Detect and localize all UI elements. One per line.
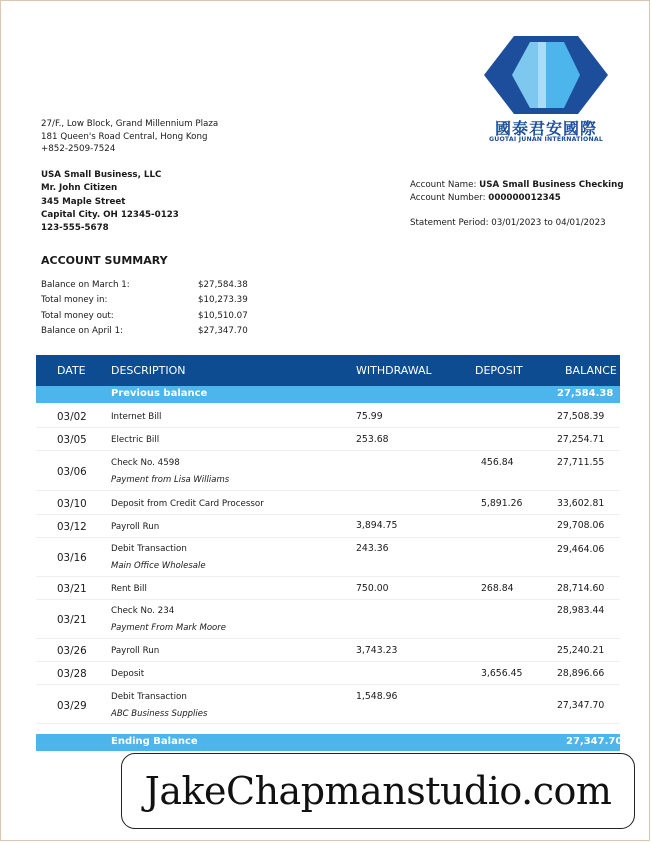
- customer-name: Mr. John Citizen: [41, 183, 118, 194]
- row-description: Debit Transaction: [111, 544, 187, 554]
- customer-company: USA Small Business, LLC: [41, 170, 162, 180]
- row-divider: [36, 723, 620, 724]
- row-description: Debit Transaction: [111, 692, 187, 702]
- row-divider: [36, 684, 620, 685]
- summary-row: Total money out: $10,510.07: [41, 310, 248, 321]
- row-balance: 29,464.06: [557, 544, 605, 555]
- row-sub-description: Main Office Wholesale: [111, 561, 206, 571]
- row-sub-description: ABC Business Supplies: [111, 709, 208, 719]
- row-divider: [36, 514, 620, 515]
- row-withdrawal: 243.36: [356, 543, 389, 554]
- row-balance: 25,240.21: [557, 645, 605, 656]
- row-deposit: 3,656.45: [481, 668, 523, 679]
- account-number: Account Number: 000000012345: [410, 192, 561, 203]
- row-withdrawal: 3,894.75: [356, 520, 398, 531]
- row-description: Deposit: [111, 669, 145, 679]
- summary-row: Balance on March 1: $27,584.38: [41, 280, 248, 290]
- summary-row: Balance on April 1: $27,347.70: [41, 325, 248, 336]
- previous-balance-label: Previous balance: [111, 388, 208, 399]
- row-date: 03/29: [57, 700, 87, 712]
- header-description: DESCRIPTION: [111, 364, 186, 377]
- row-balance: 27,508.39: [557, 411, 605, 422]
- row-date: 03/16: [57, 552, 87, 564]
- ending-balance-value: 27,347.70: [566, 736, 623, 747]
- previous-balance-value: 27,584.38: [557, 388, 614, 399]
- account-summary: [41, 280, 278, 341]
- header-balance: BALANCE: [565, 364, 617, 377]
- header-date: DATE: [57, 364, 86, 377]
- row-description: Check No. 4598: [111, 458, 180, 468]
- row-balance: 29,708.06: [557, 520, 605, 531]
- logo-english-name: GUOTAI JUNAN INTERNATIONAL: [488, 136, 604, 143]
- customer-city: Capital City. OH 12345-0123: [41, 209, 179, 220]
- ending-balance-row: [36, 734, 623, 751]
- row-date: 03/21: [57, 614, 87, 626]
- row-balance: 27,711.55: [557, 457, 605, 468]
- row-withdrawal: 75.99: [356, 411, 383, 422]
- bank-phone: +852-2509-7524: [41, 144, 116, 154]
- row-sub-description: Payment from Lisa Williams: [111, 475, 230, 485]
- bank-address-line: 181 Queen's Road Central, Hong Kong: [41, 131, 208, 142]
- row-divider: [36, 427, 620, 428]
- bank-address-line: 27/F., Low Block, Grand Millennium Plaza: [41, 119, 219, 129]
- row-description: Electric Bill: [111, 435, 160, 445]
- row-date: 03/21: [57, 583, 87, 595]
- ending-balance-label: Ending Balance: [111, 736, 198, 747]
- row-divider: [36, 599, 620, 600]
- customer-phone: 123-555-5678: [41, 223, 109, 234]
- bank-logo: [478, 36, 616, 146]
- row-description: Rent Bill: [111, 584, 147, 594]
- row-date: 03/28: [57, 668, 87, 680]
- customer-street: 345 Maple Street: [41, 196, 126, 207]
- row-divider: [36, 490, 620, 491]
- row-date: 03/26: [57, 645, 87, 657]
- row-description: Payroll Run: [111, 646, 160, 656]
- statement-period: Statement Period: 03/01/2023 to 04/01/2023: [410, 218, 606, 228]
- row-balance: 28,896.66: [557, 668, 605, 679]
- previous-balance-row: [36, 386, 620, 403]
- bank-address: [41, 118, 218, 156]
- row-description: Internet Bill: [111, 412, 162, 422]
- summary-row: Total money in: $10,273.39: [41, 295, 248, 306]
- row-date: 03/10: [57, 498, 87, 510]
- row-description: Payroll Run: [111, 522, 160, 532]
- row-withdrawal: 1,548.96: [356, 691, 398, 702]
- row-sub-description: Payment From Mark Moore: [111, 623, 226, 633]
- row-deposit: 5,891.26: [481, 498, 523, 509]
- row-divider: [36, 576, 620, 577]
- row-withdrawal: 253.68: [356, 434, 389, 445]
- table-header: [36, 355, 620, 386]
- watermark-banner: JakeChapmanstudio.com: [121, 753, 635, 829]
- header-deposit: DEPOSIT: [475, 364, 523, 377]
- account-info: [410, 179, 624, 204]
- row-date: 03/02: [57, 411, 87, 423]
- row-date: 03/05: [57, 434, 87, 446]
- row-divider: [36, 450, 620, 451]
- row-balance: 28,714.60: [557, 583, 605, 594]
- account-name: Account Name: USA Small Business Checking: [410, 180, 624, 190]
- logo-chinese-name: 國泰君安國際: [494, 119, 597, 138]
- row-balance: 27,347.70: [557, 700, 605, 711]
- header-withdrawal: WITHDRAWAL: [356, 364, 432, 377]
- row-balance: 28,983.44: [557, 605, 605, 616]
- row-deposit: 268.84: [481, 583, 514, 594]
- row-date: 03/06: [57, 466, 87, 478]
- row-balance: 27,254.71: [557, 434, 605, 445]
- row-withdrawal: 750.00: [356, 583, 389, 594]
- row-balance: 33,602.81: [557, 498, 605, 509]
- customer-address: [41, 169, 179, 235]
- row-divider: [36, 638, 620, 639]
- row-withdrawal: 3,743.23: [356, 645, 398, 656]
- row-description: Check No. 234: [111, 606, 175, 616]
- row-description: Deposit from Credit Card Processor: [111, 499, 264, 509]
- summary-title: ACCOUNT SUMMARY: [41, 254, 168, 267]
- row-deposit: 456.84: [481, 457, 514, 468]
- row-divider: [36, 537, 620, 538]
- row-date: 03/12: [57, 521, 87, 533]
- hexagon-logo-icon: [484, 36, 608, 114]
- row-divider: [36, 661, 620, 662]
